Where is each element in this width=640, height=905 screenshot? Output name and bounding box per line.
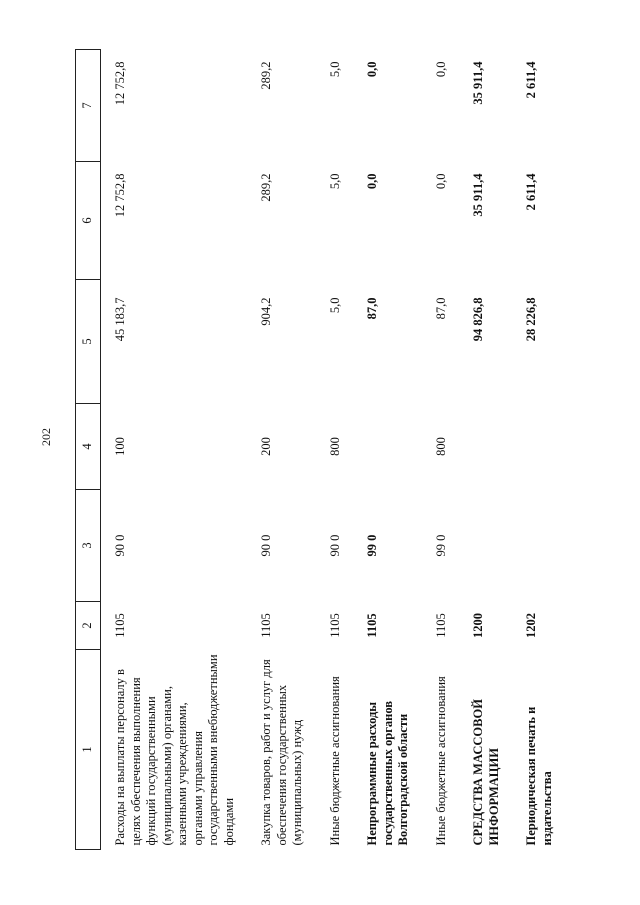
program-code-cell: 99 0 — [365, 534, 379, 557]
header-cell: 2 — [76, 602, 101, 650]
header-cell: 5 — [76, 280, 101, 404]
program-code-cell — [512, 490, 565, 602]
amount-cell: 12 752,8 — [113, 173, 127, 218]
row-name-cell: Иные бюджетные ассигнования — [327, 676, 342, 846]
header-cell: 1 — [76, 650, 101, 850]
amount-cell: 35 911,4 — [471, 61, 485, 105]
amount-cell: 28 226,8 — [524, 297, 538, 342]
amount-cell: 5,0 — [327, 297, 342, 314]
table-row — [353, 50, 422, 850]
amount-cell: 5,0 — [327, 173, 342, 190]
row-name-cell: Периодическая печать и издательства — [524, 706, 554, 846]
table-row — [512, 50, 565, 850]
program-code-cell — [459, 490, 512, 602]
amount-cell: 904,2 — [259, 297, 273, 326]
table-row — [316, 50, 354, 850]
header-cell: 4 — [76, 404, 101, 490]
amount-cell: 5,0 — [327, 61, 342, 78]
header-cell: 3 — [76, 490, 101, 602]
rotated-table-container — [75, 50, 620, 850]
section-code-cell: 1105 — [365, 613, 379, 638]
page-number: 202 — [39, 428, 53, 446]
budget-table — [75, 49, 565, 850]
header-cell: 7 — [76, 50, 101, 162]
program-code-cell: 90 0 — [327, 534, 342, 557]
section-code-cell: 1105 — [433, 613, 448, 638]
table-row — [422, 50, 460, 850]
amount-cell: 0,0 — [433, 61, 448, 78]
row-name-cell: Закупка товаров, работ и услуг для обеспечения государственных (муниципальных) нужд — [259, 659, 304, 846]
amount-cell: 94 826,8 — [471, 297, 485, 342]
program-code-cell: 99 0 — [433, 534, 448, 557]
header-row — [76, 50, 101, 850]
amount-cell: 35 911,4 — [471, 173, 485, 217]
expense-type-cell: 800 — [433, 437, 448, 456]
program-code-cell: 90 0 — [259, 534, 273, 557]
row-name-cell: Иные бюджетные ассигнования — [433, 676, 448, 846]
amount-cell: 87,0 — [433, 297, 448, 320]
section-code-cell: 1200 — [471, 613, 485, 638]
row-name-cell: СРЕДСТВА МАССОВОЙ ИНФОРМАЦИИ — [471, 699, 501, 846]
expense-type-cell: 100 — [113, 437, 127, 456]
expense-type-cell — [353, 404, 422, 490]
table-row — [459, 50, 512, 850]
row-name-cell: Расходы на выплаты персоналу в целях обеспечения выполнения функций государственными (муниципальными) органами, казенными учреждениями, органами управления государственными внебюджетными фондами — [113, 654, 236, 846]
header-cell: 6 — [76, 162, 101, 280]
expense-type-cell: 200 — [259, 437, 273, 456]
expense-type-cell: 800 — [327, 437, 342, 456]
section-code-cell: 1105 — [113, 613, 127, 638]
amount-cell: 0,0 — [365, 61, 379, 78]
amount-cell: 0,0 — [365, 173, 379, 190]
amount-cell: 45 183,7 — [113, 297, 127, 342]
program-code-cell: 90 0 — [113, 534, 127, 557]
amount-cell: 2 611,4 — [524, 61, 538, 99]
expense-type-cell — [512, 404, 565, 490]
table-row — [247, 50, 316, 850]
table-row — [101, 50, 248, 850]
amount-cell: 289,2 — [259, 173, 273, 202]
section-code-cell: 1202 — [524, 613, 538, 638]
amount-cell: 87,0 — [365, 297, 379, 320]
amount-cell: 12 752,8 — [113, 61, 127, 106]
section-code-cell: 1105 — [327, 613, 342, 638]
amount-cell: 0,0 — [433, 173, 448, 190]
expense-type-cell — [459, 404, 512, 490]
amount-cell: 289,2 — [259, 61, 273, 90]
section-code-cell: 1105 — [259, 613, 273, 638]
amount-cell: 2 611,4 — [524, 173, 538, 211]
row-name-cell: Непрограммные расходы государственных органов Волгоградской области — [365, 700, 410, 846]
